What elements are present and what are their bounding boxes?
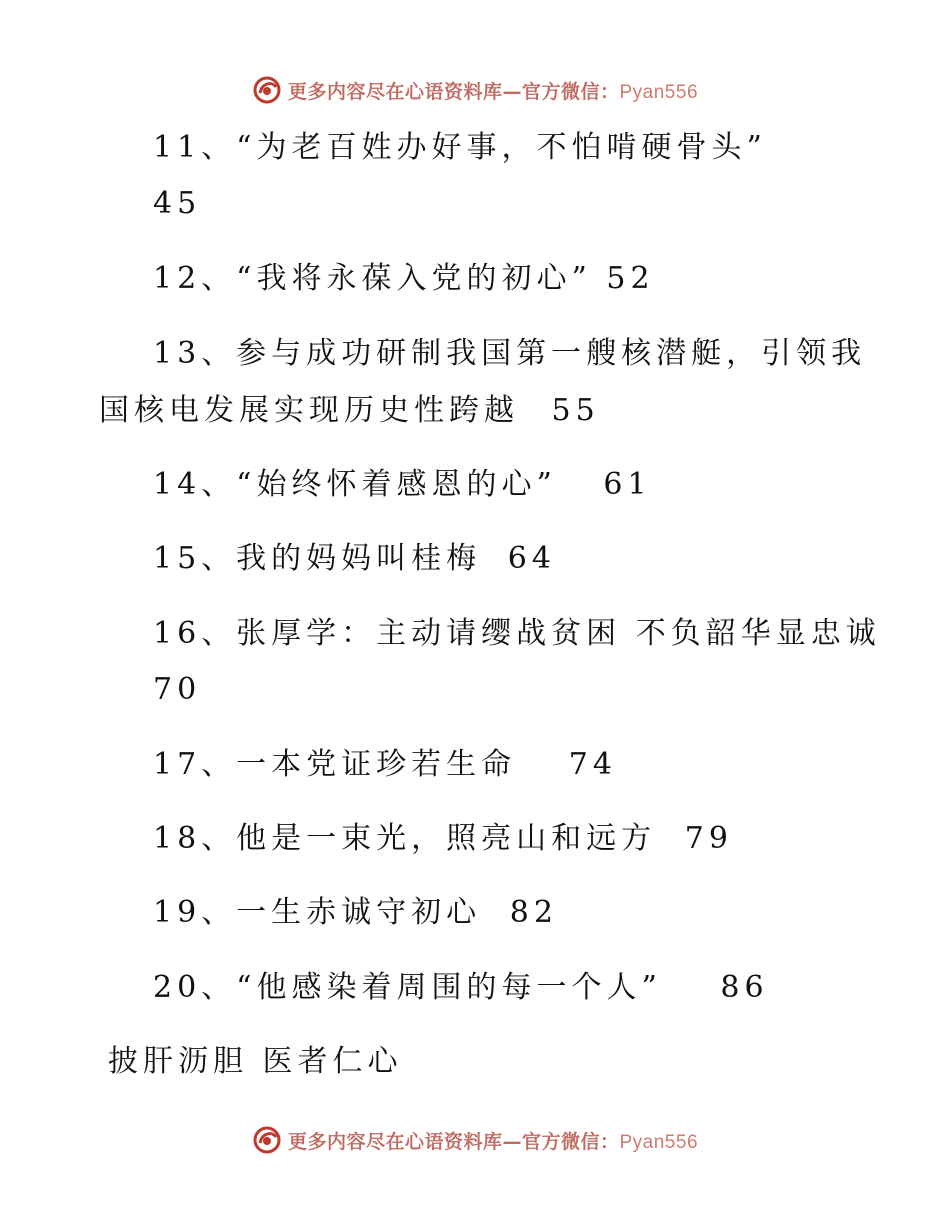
watermark-text — [288, 1127, 698, 1154]
toc-entry-11 — [153, 128, 767, 168]
watermark-label: 更多内容尽在心语资料库—官方微信： — [287, 1130, 620, 1153]
toc-entry-title: 14、“始终怀着感恩的心” — [153, 467, 557, 502]
toc-entry-title: 17、一本党证珍若生命 — [153, 747, 517, 782]
toc-entry-title: 15、我的妈妈叫桂梅 — [153, 541, 482, 576]
toc-entry-title: 11、“为老百姓办好事，不怕啃硬骨头” — [153, 130, 767, 165]
toc-entry-title-cont: 国核电发展实现历史性跨越 — [99, 393, 519, 428]
section-heading — [108, 1042, 403, 1082]
toc-entry-12 — [153, 259, 655, 299]
toc-entry-title: 13、参与成功研制我国第一艘核潜艇，引领我 — [153, 336, 867, 371]
toc-entry-18 — [153, 819, 733, 859]
watermark-text — [288, 77, 698, 104]
toc-page-number: 55 — [551, 393, 600, 428]
toc-entry-16 — [153, 614, 881, 654]
toc-entry-19 — [153, 893, 558, 933]
toc-page-number: 52 — [606, 261, 655, 296]
red-swirl-logo-icon — [252, 1125, 282, 1155]
watermark-label: 更多内容尽在心语资料库—官方微信： — [287, 80, 620, 103]
toc-entry-title: 12、“我将永葆入党的初心” — [153, 261, 592, 296]
toc-entry-13-cont — [99, 391, 600, 431]
toc-entry-15 — [153, 539, 556, 579]
toc-entry-17 — [153, 745, 617, 785]
watermark-wechat-id: Pyan556 — [619, 81, 699, 103]
toc-page-number: 82 — [509, 895, 558, 930]
toc-entry-title: 20、“他感染着周围的每一个人” — [153, 970, 662, 1005]
toc-entry-14 — [153, 465, 652, 505]
toc-entry-13 — [153, 334, 866, 374]
toc-entry-11-page — [153, 184, 201, 224]
toc-page-number: 64 — [507, 541, 556, 576]
red-swirl-logo-icon — [252, 75, 282, 105]
toc-entry-20 — [153, 968, 769, 1008]
toc-entry-16-page — [153, 670, 201, 710]
toc-page-number: 70 — [153, 672, 202, 707]
toc-entry-title: 16、张厚学：主动请缨战贫困 不负韶华显忠诚 — [153, 616, 881, 651]
toc-entry-title: 18、他是一束光，照亮山和远方 — [153, 821, 657, 856]
toc-page-number: 61 — [603, 467, 652, 502]
toc-page-number: 74 — [568, 747, 617, 782]
section-heading-text: 披肝沥胆 医者仁心 — [108, 1044, 403, 1079]
toc-page-number: 79 — [684, 821, 733, 856]
watermark-wechat-id: Pyan556 — [619, 1131, 699, 1153]
toc-entry-title: 19、一生赤诚守初心 — [153, 895, 482, 930]
header-watermark — [0, 72, 950, 108]
toc-page-number: 45 — [153, 186, 202, 221]
toc-page-number: 86 — [720, 970, 769, 1005]
footer-watermark — [0, 1122, 950, 1158]
